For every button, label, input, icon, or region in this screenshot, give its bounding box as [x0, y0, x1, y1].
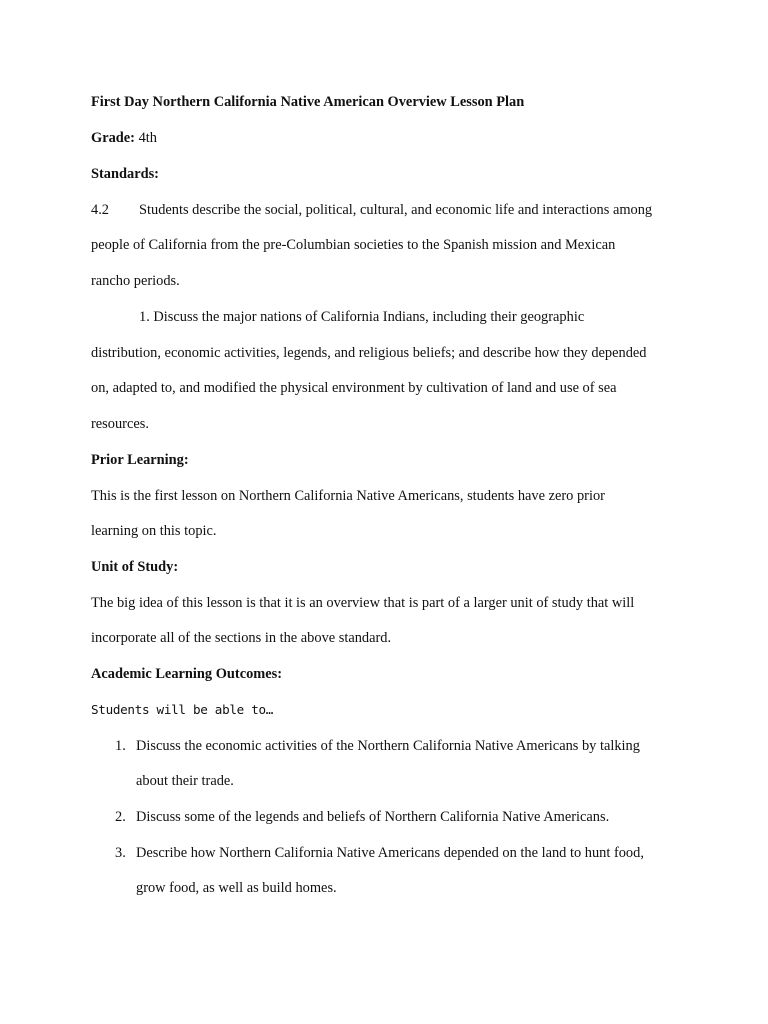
- unit-of-study-line2: incorporate all of the sections in the above standard.: [91, 630, 392, 646]
- unit-of-study-heading: Unit of Study:: [91, 559, 179, 575]
- list-item-number: 3.: [115, 845, 126, 861]
- grade-value: 4th: [138, 130, 157, 146]
- standards-heading: Standards:: [91, 166, 159, 182]
- sub-standard-line4: resources.: [91, 416, 149, 432]
- list-item-text-line1: Describe how Northern California Native Americans depended on the land to hunt food,: [136, 845, 644, 861]
- sub-standard-line1: 1. Discuss the major nations of California Indians, including their geographic: [139, 309, 585, 325]
- standard-text-line2: people of California from the pre-Columbian societies to the Spanish mission and Mexican: [91, 237, 616, 253]
- list-item-number: 2.: [115, 809, 126, 825]
- prior-learning-line1: This is the first lesson on Northern California Native Americans, students have zero prior: [91, 488, 605, 504]
- outcomes-heading: Academic Learning Outcomes:: [91, 666, 283, 682]
- list-item-text-line1: Discuss the economic activities of the Northern California Native Americans by talking: [136, 738, 640, 754]
- prior-learning-line2: learning on this topic.: [91, 523, 217, 539]
- prior-learning-heading: Prior Learning:: [91, 452, 189, 468]
- grade-line: [91, 129, 157, 147]
- sub-standard-line2: distribution, economic activities, legends, and religious beliefs; and describe how they depended: [91, 345, 647, 361]
- grade-label: Grade:: [91, 130, 135, 146]
- sub-standard-line3: on, adapted to, and modified the physical environment by cultivation of land and use of sea: [91, 380, 617, 396]
- list-item-text-line2: grow food, as well as build homes.: [136, 880, 337, 896]
- standard-text-line3: rancho periods.: [91, 273, 180, 289]
- list-item-text-line1: Discuss some of the legends and beliefs of Northern California Native Americans.: [136, 809, 610, 825]
- standard-text-line1: Students describe the social, political, cultural, and economic life and interactions among: [139, 202, 653, 218]
- list-item-number: 1.: [115, 738, 126, 754]
- unit-of-study-line1: The big idea of this lesson is that it is an overview that is part of a larger unit of study that will: [91, 595, 635, 611]
- standard-number: 4.2: [91, 202, 109, 218]
- document-title: First Day Northern California Native American Overview Lesson Plan: [91, 94, 525, 110]
- list-item-text-line2: about their trade.: [136, 773, 234, 789]
- outcomes-intro: Students will be able to…: [91, 702, 274, 717]
